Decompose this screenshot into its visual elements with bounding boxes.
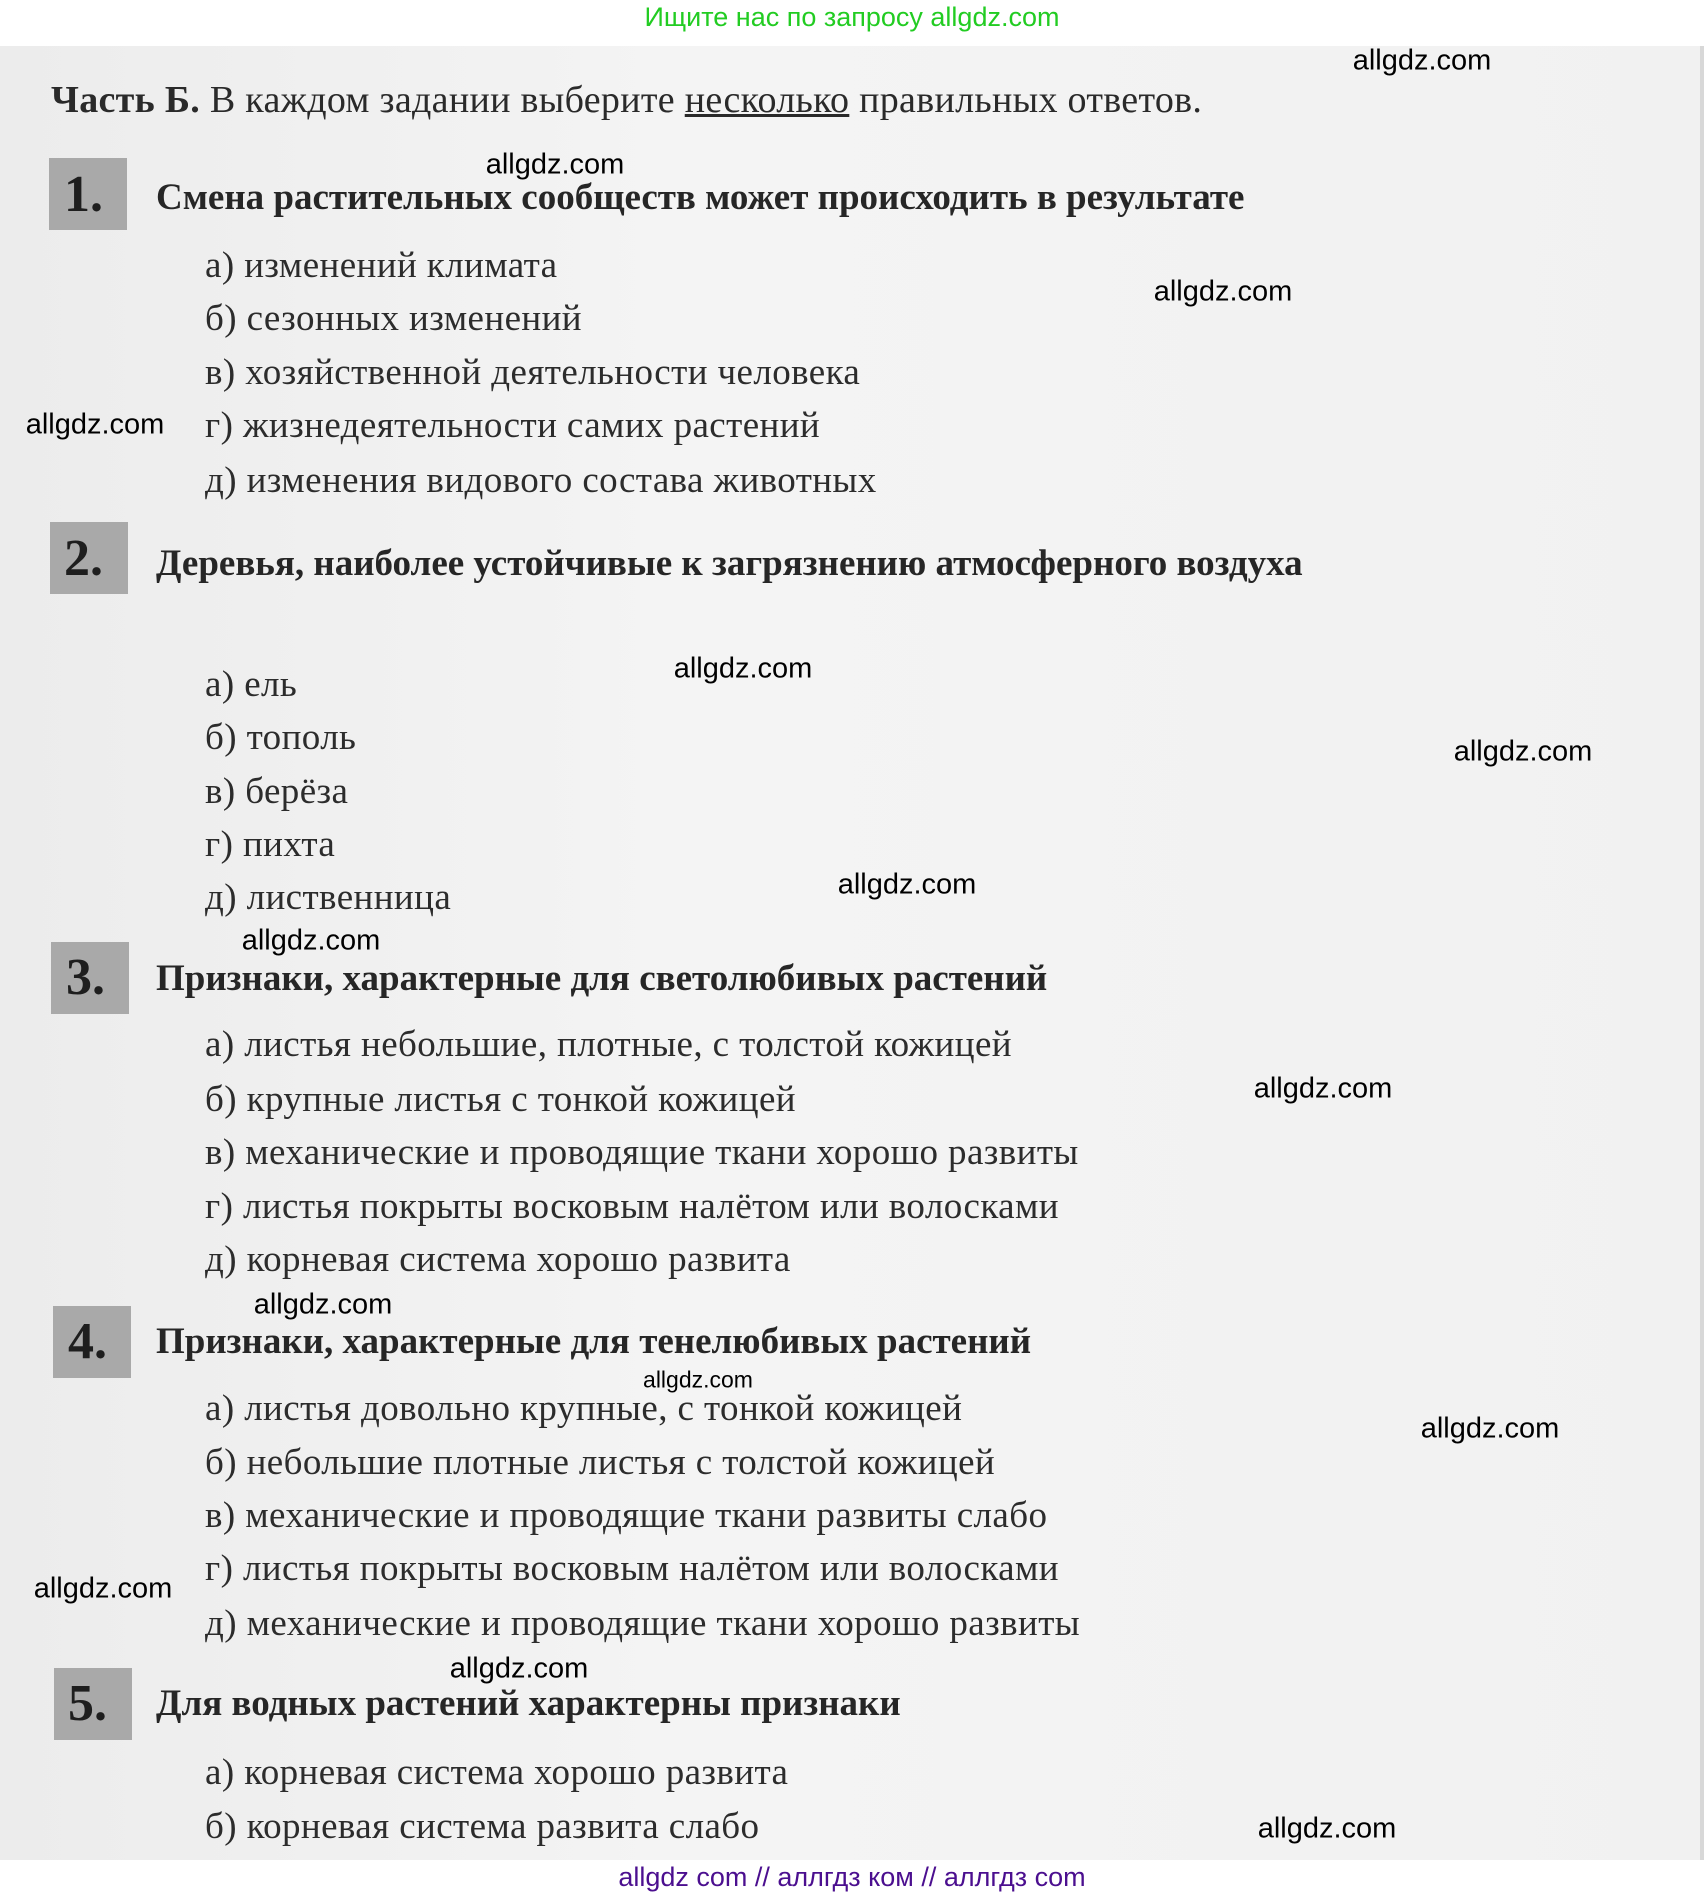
answer-option: а) ель	[205, 664, 298, 705]
answer-option: г) листья покрыты восковым налётом или волосками	[205, 1186, 1059, 1227]
watermark: allgdz.com	[1253, 1072, 1393, 1105]
question-number: 4.	[68, 1313, 107, 1370]
watermark: allgdz.com	[1257, 1812, 1397, 1845]
watermark: allgdz.com	[241, 924, 381, 957]
header-underlined: несколько	[684, 79, 850, 121]
watermark: allgdz.com	[1153, 275, 1293, 308]
watermark: allgdz.com	[253, 1288, 393, 1321]
question-text: Деревья, наиболее устойчивые к загрязнению атмосферного воздуха	[156, 543, 1303, 584]
answer-option: а) корневая система хорошо развита	[205, 1752, 789, 1793]
watermark: allgdz.com	[33, 1572, 173, 1605]
answer-option: в) механические и проводящие ткани развиты слабо	[205, 1495, 1048, 1536]
answer-option: д) лиственница	[205, 877, 452, 918]
section-header	[51, 78, 1202, 122]
answer-option: б) сезонных изменений	[205, 298, 583, 339]
answer-option: б) корневая система развита слабо	[205, 1806, 760, 1847]
page-edge	[1700, 46, 1704, 1860]
part-label: Часть Б.	[51, 79, 201, 121]
answer-option: г) пихта	[205, 824, 336, 865]
header-text-end: правильных ответов.	[849, 79, 1203, 121]
watermark: allgdz.com	[837, 868, 977, 901]
question-text: Признаки, характерные для светолюбивых растений	[156, 958, 1048, 999]
question-text: Признаки, характерные для тенелюбивых растений	[156, 1321, 1032, 1362]
watermark: allgdz.com	[643, 1366, 753, 1393]
watermark: allgdz.com	[1453, 735, 1593, 768]
answer-option: б) небольшие плотные листья с толстой кожицей	[205, 1442, 996, 1483]
question-number: 3.	[66, 949, 105, 1006]
header-text: В каждом задании выберите	[200, 79, 685, 121]
watermark: allgdz.com	[673, 652, 813, 685]
answer-option: в) берёза	[205, 771, 349, 812]
answer-option: б) крупные листья с тонкой кожицей	[205, 1079, 796, 1120]
question-number: 1.	[64, 166, 103, 223]
footer-banner: allgdz com // аллгдз ком // аллгдз com	[618, 1862, 1086, 1892]
answer-option: в) хозяйственной деятельности человека	[205, 352, 861, 393]
answer-option: г) листья покрыты восковым налётом или волосками	[205, 1548, 1059, 1589]
question-number: 2.	[64, 530, 103, 587]
answer-option: д) механические и проводящие ткани хорошо развиты	[205, 1603, 1081, 1644]
watermark: allgdz.com	[449, 1652, 589, 1685]
search-banner: Ищите нас по запросу allgdz.com	[644, 2, 1060, 32]
answer-option: б) тополь	[205, 717, 357, 758]
answer-option: д) изменения видового состава животных	[205, 460, 877, 501]
watermark: allgdz.com	[485, 148, 625, 181]
question-text: Смена растительных сообществ может происходить в результате	[156, 177, 1245, 218]
answer-option: г) жизнедеятельности самих растений	[205, 405, 821, 446]
watermark: allgdz.com	[1352, 44, 1492, 77]
watermark: allgdz.com	[25, 408, 165, 441]
question-number: 5.	[68, 1675, 107, 1732]
answer-option: а) листья небольшие, плотные, с толстой кожицей	[205, 1024, 1012, 1065]
answer-option: д) корневая система хорошо развита	[205, 1239, 791, 1280]
question-text: Для водных растений характерны признаки	[156, 1683, 901, 1724]
answer-option: в) механические и проводящие ткани хорошо развиты	[205, 1132, 1079, 1173]
answer-option: а) листья довольно крупные, с тонкой кожицей	[205, 1388, 963, 1429]
answer-option: а) изменений климата	[205, 245, 558, 286]
watermark: allgdz.com	[1420, 1412, 1560, 1445]
